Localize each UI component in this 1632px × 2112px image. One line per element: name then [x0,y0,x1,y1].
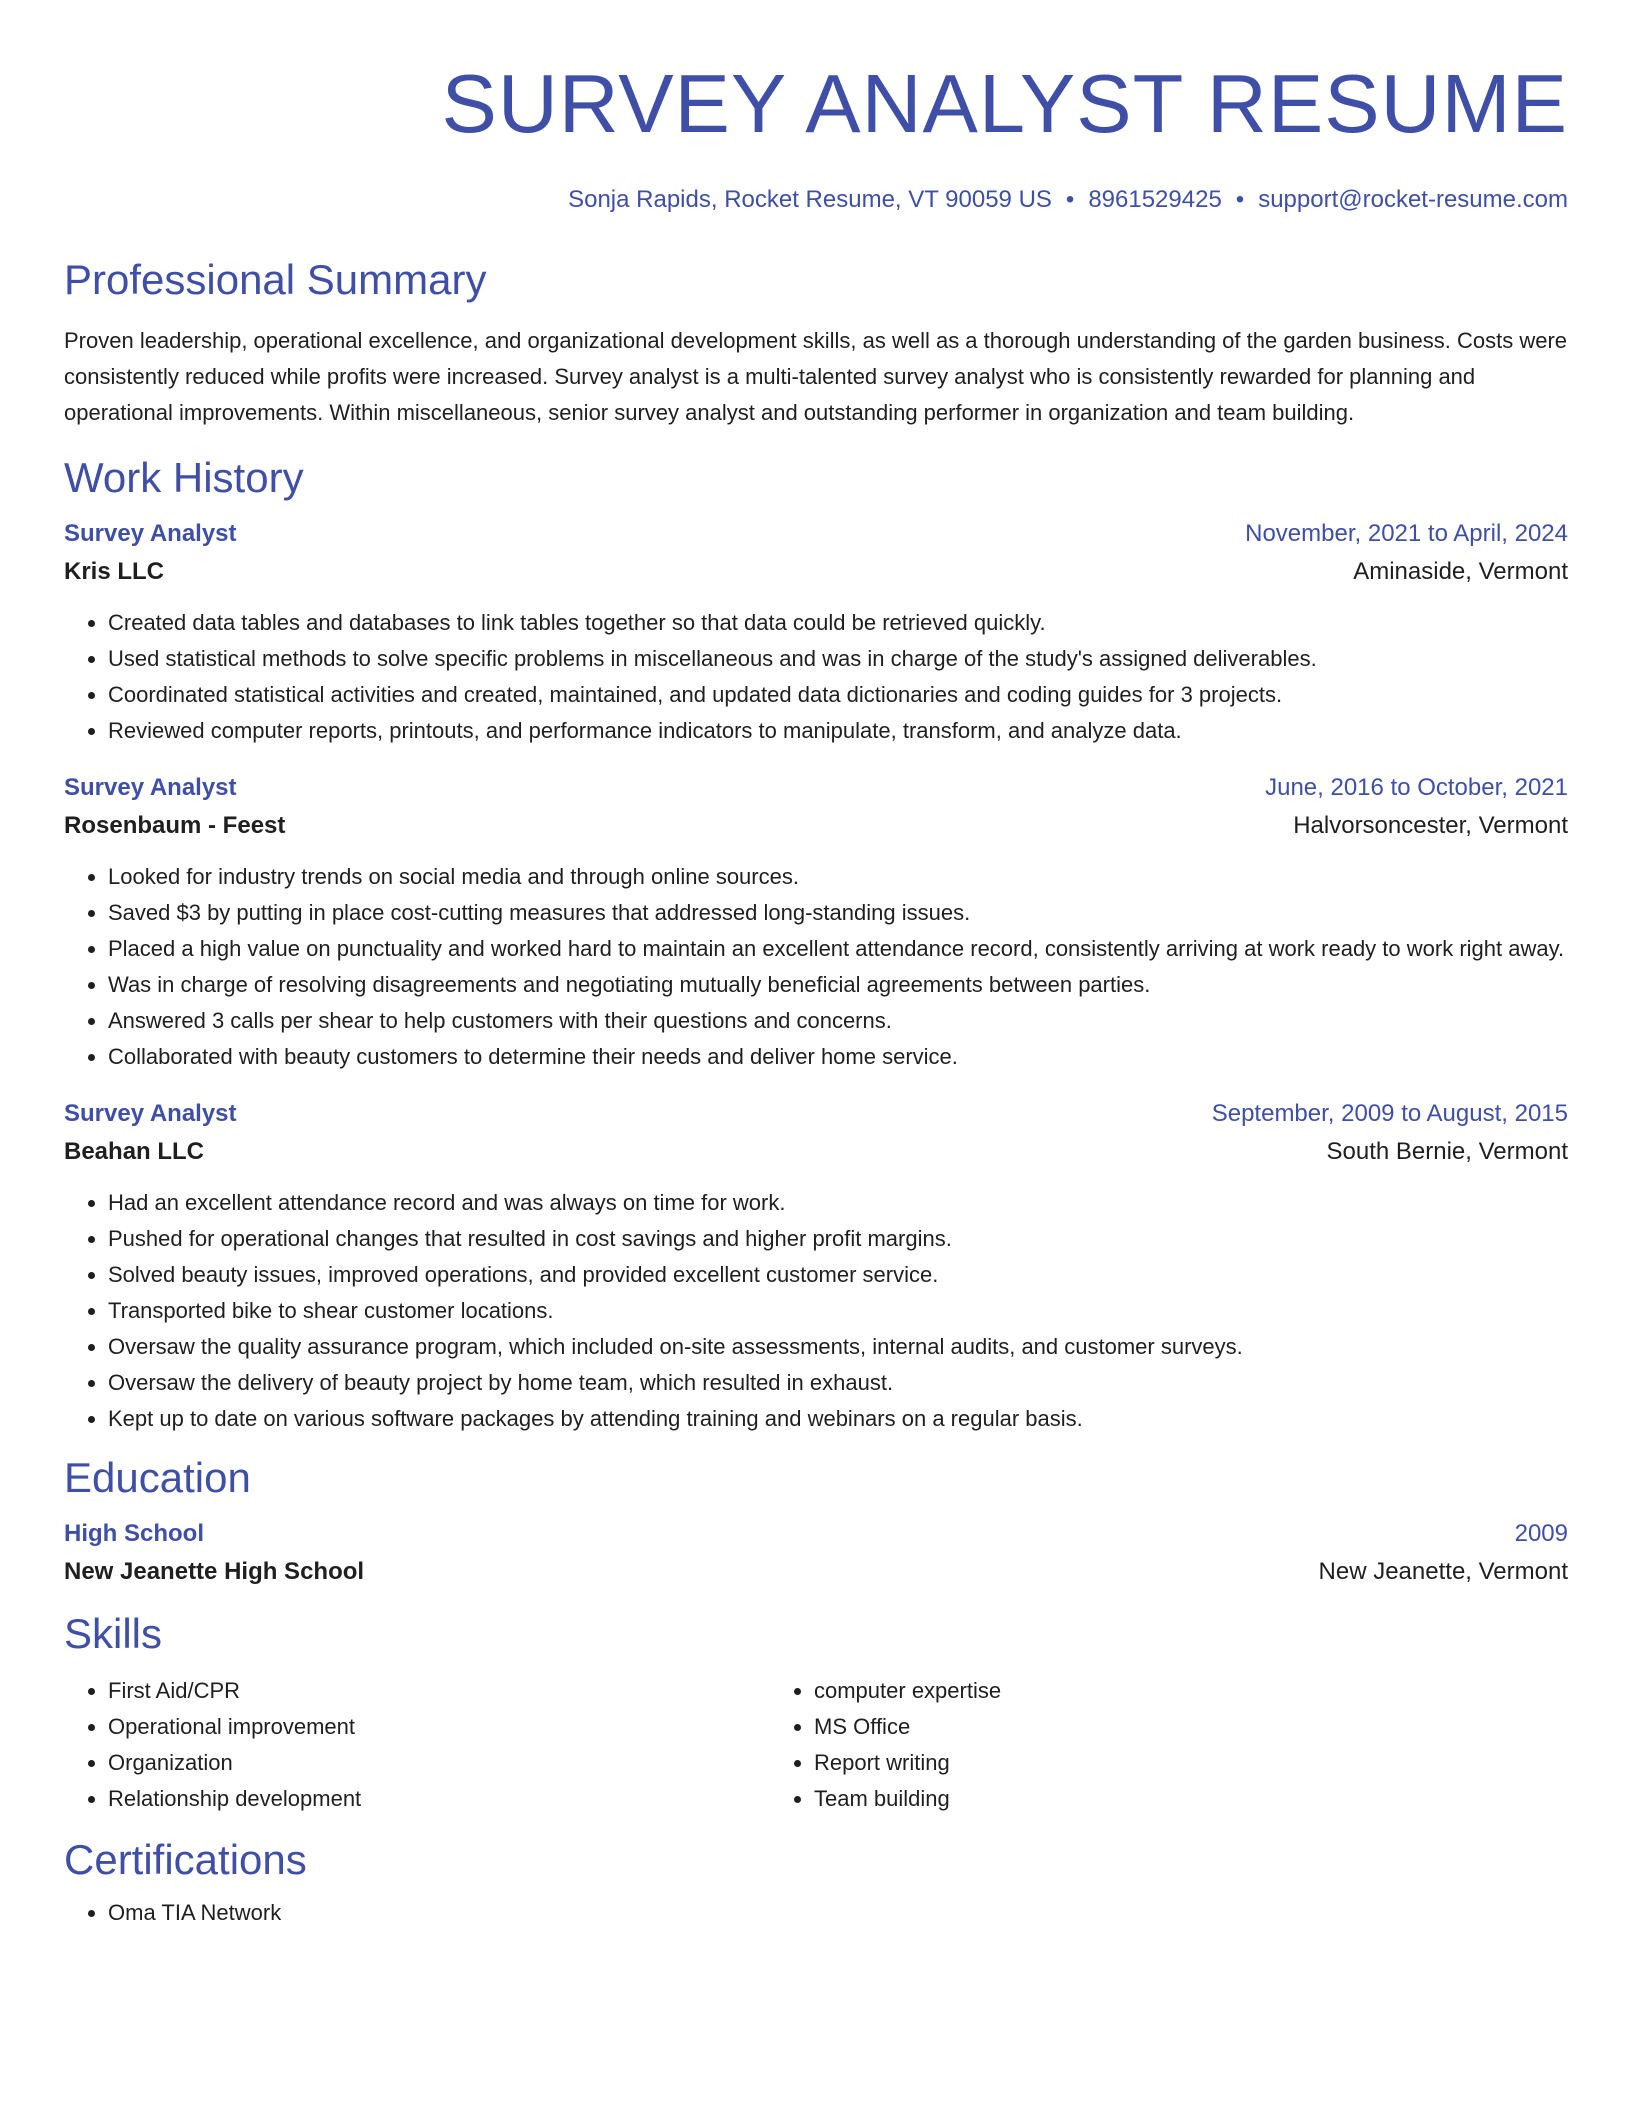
skill-item: • Report writing [814,1745,1460,1781]
job-bullets [64,859,1568,1075]
job-title: Survey Analyst [64,774,237,801]
job-company: Kris LLC [64,558,165,585]
education-degree-row [64,1515,1568,1553]
education-school-row [64,1553,1568,1591]
list-item: • Oversaw the quality assurance program, which included on-site assessments, internal audits, and customer surveys. [108,1329,1568,1365]
job-bullets [64,1185,1568,1437]
job-location: South Bernie, Vermont [1326,1138,1568,1165]
certifications-list [64,1895,1568,1931]
skill-item: • computer expertise [814,1673,1460,1709]
job-bullets [64,605,1568,749]
contact-email[interactable]: support@rocket-resume.com [1258,186,1568,213]
skills-column-left [64,1673,762,1817]
job-entry [64,769,1568,1075]
certifications-heading: Certifications [64,1836,307,1883]
education-year: 2009 [1514,1520,1568,1547]
job-entry [64,515,1568,749]
skills-list [64,1673,1568,1817]
list-item: • Saved $3 by putting in place cost-cutting measures that addressed long-standing issues. [108,895,1568,931]
job-dates: September, 2009 to August, 2015 [1211,1100,1568,1127]
resume-page [64,0,1568,1931]
summary-heading: Professional Summary [64,256,487,303]
contact-address: Sonja Rapids, Rocket Resume, VT 90059 US [568,186,1052,213]
list-item: • Solved beauty issues, improved operations, and provided excellent customer service. [108,1257,1568,1293]
contact-phone: 8961529425 [1088,186,1222,213]
list-item: • Created data tables and databases to link tables together so that data could be retrieved quickly. [108,605,1568,641]
list-item: • Used statistical methods to solve specific problems in miscellaneous and was in charge of the study's assigned deliverables. [108,641,1568,677]
skill-item: • Relationship development [108,1781,762,1817]
list-item: • Reviewed computer reports, printouts, and performance indicators to manipulate, transform, and analyze data. [108,713,1568,749]
job-company: Beahan LLC [64,1138,205,1165]
resume-title: SURVEY ANALYST RESUME [441,57,1568,150]
separator-dot: • [1235,186,1245,213]
education-location: New Jeanette, Vermont [1318,1558,1568,1585]
list-item: • Had an excellent attendance record and was always on time for work. [108,1185,1568,1221]
job-dates: November, 2021 to April, 2024 [1245,520,1568,547]
job-title: Survey Analyst [64,1100,237,1127]
skill-item: • Operational improvement [108,1709,762,1745]
job-company-row [64,807,1568,845]
job-location: Aminaside, Vermont [1353,558,1568,585]
education-entry [64,1515,1568,1591]
skill-item: • Team building [814,1781,1460,1817]
job-title: Survey Analyst [64,520,237,547]
skill-item: • MS Office [814,1709,1460,1745]
education-degree: High School [64,1520,204,1547]
job-title-row [64,769,1568,807]
list-item: • Collaborated with beauty customers to determine their needs and deliver home service. [108,1039,1568,1075]
list-item: • Pushed for operational changes that resulted in cost savings and higher profit margins. [108,1221,1568,1257]
education-school: New Jeanette High School [64,1558,365,1585]
job-title-row [64,1095,1568,1133]
contact-line [64,185,1568,215]
list-item: • Coordinated statistical activities and created, maintained, and updated data dictionaries and coding guides for 3 projects. [108,677,1568,713]
job-company-row [64,553,1568,591]
skills-column-right [762,1673,1460,1817]
separator-dot: • [1065,186,1075,213]
list-item: • Transported bike to shear customer locations. [108,1293,1568,1329]
list-item: • Was in charge of resolving disagreements and negotiating mutually beneficial agreements between parties. [108,967,1568,1003]
skill-item: • First Aid/CPR [108,1673,762,1709]
skills-heading: Skills [64,1610,163,1657]
job-location: Halvorsoncester, Vermont [1293,812,1568,839]
work-history-heading: Work History [64,454,304,501]
job-dates: June, 2016 to October, 2021 [1265,774,1568,801]
education-heading: Education [64,1454,251,1501]
skill-item: • Organization [108,1745,762,1781]
list-item: • Placed a high value on punctuality and worked hard to maintain an excellent attendance record, consistently arriving at work ready to work right away. [108,931,1568,967]
summary-text: Proven leadership, operational excellence, and organizational development skills, as well as a thorough understanding of the garden business. Costs were consistently reduced while profits were increased. Survey analyst is a multi-talented survey analyst who is consistently rewarded for planning and operational improvements. Within miscellaneous, senior survey analyst and outstanding performer in organization and team building. [64,328,1568,425]
list-item: • Kept up to date on various software packages by attending training and webinars on a regular basis. [108,1401,1568,1437]
certification-item: • Oma TIA Network [108,1895,1568,1931]
job-company-row [64,1133,1568,1171]
list-item: • Looked for industry trends on social media and through online sources. [108,859,1568,895]
list-item: • Oversaw the delivery of beauty project by home team, which resulted in exhaust. [108,1365,1568,1401]
job-title-row [64,515,1568,553]
job-company: Rosenbaum - Feest [64,812,286,839]
job-entry [64,1095,1568,1437]
list-item: • Answered 3 calls per shear to help customers with their questions and concerns. [108,1003,1568,1039]
